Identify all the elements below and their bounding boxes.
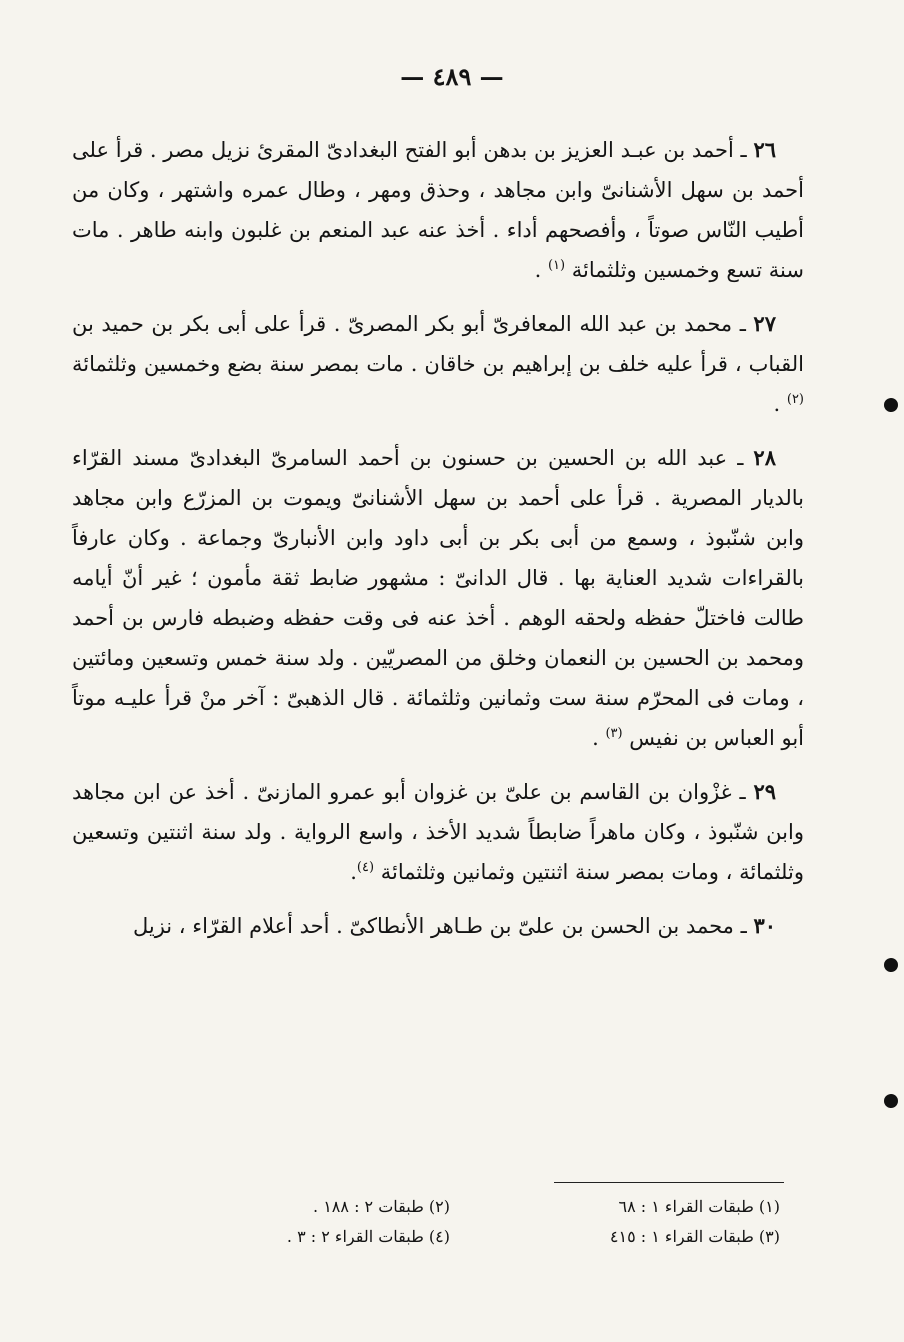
entry-text: ـ محمد بن الحسن بن علىّ بن طـاهر الأنطاكىّ . أحد أعلام القرّاء ، نزيل [132, 914, 747, 938]
margin-mark [884, 398, 898, 412]
page-number: — ٤٨٩ — [400, 62, 504, 91]
footnote-3: (٣) طبقات القراء ١ : ٤١٥ [609, 1227, 780, 1246]
entry-number: ٣٠ [753, 913, 776, 938]
entry-28 [72, 438, 804, 758]
footnote-2: (٢) طبقات ٢ : ١٨٨ . [313, 1197, 450, 1216]
entry-number: ٢٨ [753, 445, 776, 470]
entry-end: . [773, 392, 787, 416]
footnotes [180, 1192, 780, 1252]
entry-number: ٢٧ [753, 311, 776, 336]
footnote-divider [554, 1182, 784, 1183]
footnote-ref: (١) [547, 258, 566, 273]
footnote-1: (١) طبقات القراء ١ : ٦٨ [618, 1197, 780, 1216]
footnote-ref: (٢) [786, 392, 804, 407]
entry-27 [72, 304, 804, 424]
footnote-4: (٤) طبقات القراء ٢ : ٣ . [286, 1227, 450, 1246]
entry-text: ـ غزْوان بن القاسم بن علىّ بن غزوان أبو عمرو المازنىّ . أخذ عن ابن مجاهد وابن شنّبوذ ، وكان ماهراً ضابطاً شديد الأخذ ، واسع الرواية . ولد سنة اثنتين وتسعين وثلثمائة ، ومات بمصر سنة اثنتين وثمانين وثلثمائة [72, 780, 804, 884]
entry-30 [72, 906, 804, 946]
entry-text: ـ أحمد بن عبـد العزيز بن بدهن أبو الفتح البغدادىّ المقرئ نزيل مصر . قرأ على أحمد بن سهل الأشنانىّ وابن مجاهد ، وحذق ومهر ، وطال عمره واشتهر ، وكان من أطيب النّاس صوتاً ، وأفصحهم أداء . أخذ عنه عبد المنعم بن غلبون وابنه طاهر . مات سنة تسع وخمسين وثلثمائة [72, 138, 804, 282]
margin-mark [884, 958, 898, 972]
entry-number: ٢٦ [753, 137, 776, 162]
entry-29 [72, 772, 804, 892]
entry-26 [72, 130, 804, 290]
entry-end: . [534, 258, 548, 282]
entry-text: ـ محمد بن عبد الله المعافرىّ أبو بكر المصرىّ . قرأ على أبى بكر بن حميد بن القباب ، قرأ عليه خلف بن إبراهيم بن خاقان . مات بمصر سنة بضع وخمسين وثلثمائة [72, 312, 804, 376]
entry-end: . [592, 726, 606, 750]
entry-number: ٢٩ [753, 779, 776, 804]
main-text [72, 130, 804, 960]
entry-text: ـ عبد الله بن الحسين بن حسنون بن أحمد السامرىّ البغدادىّ مسند القرّاء بالديار المصرية . قرأ على أحمد بن سهل الأشنانىّ ويموت بن المزرّع وابن مجاهد وابن شنّبوذ ، وسمع من أبى بكر بن أبى داود وابن الأنبارىّ وجماعة . وكان عارفاً بالقراءات شديد العناية بها . قال الدانىّ : مشهور ضابط ثقة مأمون ؛ غير أنّ أيامه طالت فاختلّ حفظه ولحقه الوهم . أخذ عنه فى وقت حفظه وضبطه فارس بن أحمد ومحمد بن الحسين بن النعمان وخلق من المصريّين . ولد سنة خمس وتسعين ومائتين ، ومات فى المحرّم سنة ست وثمانين وثلثمائة . قال الذهبىّ : آخر منْ قرأ عليـه موتاً أبو العباس بن نفيس [72, 446, 804, 750]
margin-mark [884, 1094, 898, 1108]
footnote-ref: (٤) [356, 860, 375, 875]
entry-end: . [350, 860, 357, 884]
footnote-ref: (٣) [605, 726, 623, 741]
